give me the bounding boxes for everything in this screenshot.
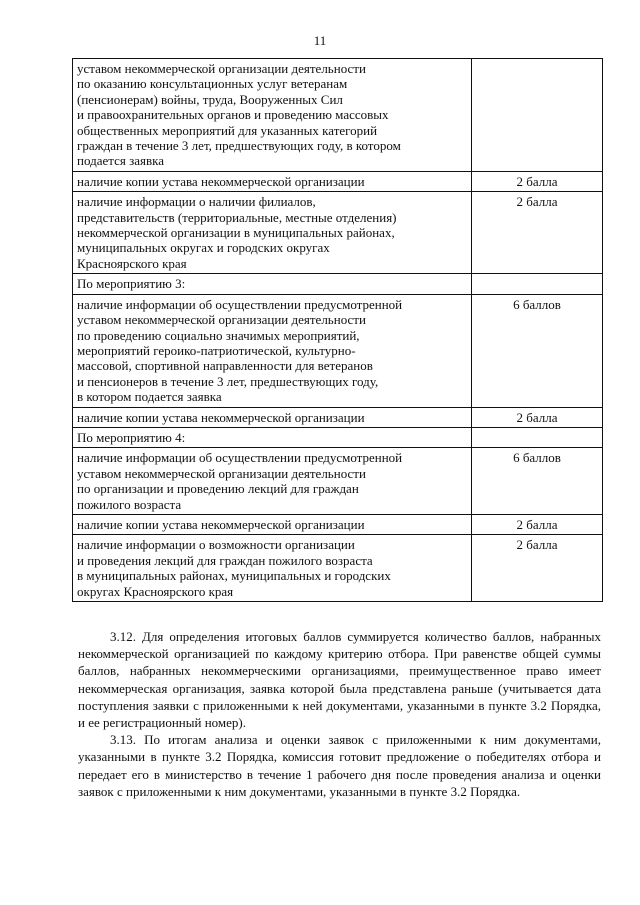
table-row [73,274,603,294]
table-row [73,59,603,172]
criterion-line: уставом некоммерческой организации деятельности [77,312,366,328]
section-heading-cell [73,274,472,294]
criterion-line: пожилого возраста [77,496,182,512]
score-cell [472,274,603,294]
score-cell: 2 балла [472,192,603,274]
criterion-line: и правоохранительных органов и проведению массовых [77,107,389,123]
criterion-cell [73,535,472,602]
criterion-line: общественных мероприятий для указанных категорий [77,122,378,138]
criterion-cell [73,192,472,274]
criterion-line: уставом некоммерческой организации деятельности [77,61,366,76]
score-cell: 2 балла [472,407,603,427]
score-cell: 2 балла [472,514,603,534]
criterion-line: в котором подается заявка [77,389,222,405]
criterion-line: по проведению социально значимых мероприятий, [77,327,360,343]
criterion-line: некоммерческой организации в муниципальных районах, [77,225,395,241]
criterion-line: наличие информации о наличии филиалов, [77,194,316,210]
criterion-line: мероприятий героико-патриотической, культурно- [77,342,356,358]
criterion-line: в муниципальных районах, муниципальных и городских [77,568,391,584]
criterion-cell [73,514,472,534]
criterion-line: по организации и проведению лекций для граждан [77,481,359,497]
table-row [73,427,603,447]
page-number: 11 [313,33,327,48]
table-row [73,514,603,534]
criterion-line: наличие информации о возможности организации [77,537,355,553]
section-heading: По мероприятию 4: [77,429,186,445]
criterion-line: уставом некоммерческой организации деятельности [77,465,366,481]
criterion-line: наличие копии устава некоммерческой организации [77,173,365,189]
criterion-line: и проведения лекций для граждан пожилого возраста [77,552,373,568]
criterion-line: граждан в течение 3 лет, предшествующих году, в котором [77,138,401,154]
body-text [78,628,601,800]
criterion-cell [73,171,472,191]
criterion-line: наличие информации об осуществлении предусмотренной [77,296,403,312]
criterion-line: (пенсионерам) войны, труда, Вооруженных Сил [77,91,343,107]
paragraph-3-12: 3.12. Для определения итоговых баллов суммируется количество баллов, набранных некоммерческой организацией по каждому критерию отбора. При равенстве общей суммы баллов, набранных некоммерческими организациями, преимущественное право имеет некоммерческая организация, заявка которой была представлена раньше (учитывается дата поступления заявки с приложенными к ней документами, указанными в пункте 3.2 Порядка, и ее регистрационный номер). [78,629,601,731]
criterion-line: и пенсионеров в течение 3 лет, предшествующих году, [77,373,379,389]
criterion-line: подается заявка [77,153,164,169]
criterion-cell [73,407,472,427]
criterion-line: наличие информации об осуществлении предусмотренной [77,450,403,466]
criterion-line: по оказанию консультационных услуг ветеранам [77,76,348,92]
score-cell: 2 балла [472,171,603,191]
criterion-line: массовой, спортивной направленности для ветеранов [77,358,373,374]
score-cell [472,59,603,172]
table-row [73,535,603,602]
criteria-table [72,58,603,602]
criterion-cell [73,448,472,515]
section-heading: По мероприятию 3: [77,276,186,292]
score-cell: 6 баллов [472,294,603,407]
table-row [73,192,603,274]
criterion-line: округах Красноярского края [77,583,234,599]
section-heading-cell [73,427,472,447]
table-row [73,407,603,427]
score-cell: 2 балла [472,535,603,602]
criterion-line: Красноярского края [77,255,187,271]
criterion-line: наличие копии устава некоммерческой организации [77,409,365,425]
criterion-line: муниципальных округах и городских округах [77,240,330,256]
criterion-line: наличие копии устава некоммерческой организации [77,516,365,532]
table-row [73,448,603,515]
criterion-line: представительств (территориальные, местные отделения) [77,209,397,225]
paragraph-3-13: 3.13. По итогам анализа и оценки заявок с приложенными к ним документами, указанными в пункте 3.2 Порядка, комиссия готовит предложение о победителях отбора и передает его в министерство в течение 1 рабочего дня после проведения анализа и оценки заявок с приложенными к ним документами, указанными в пункте 3.2 Порядка. [78,732,601,799]
score-cell: 6 баллов [472,448,603,515]
criterion-cell [73,294,472,407]
criterion-cell [73,59,472,172]
table-row [73,294,603,407]
score-cell [472,427,603,447]
table-row [73,171,603,191]
